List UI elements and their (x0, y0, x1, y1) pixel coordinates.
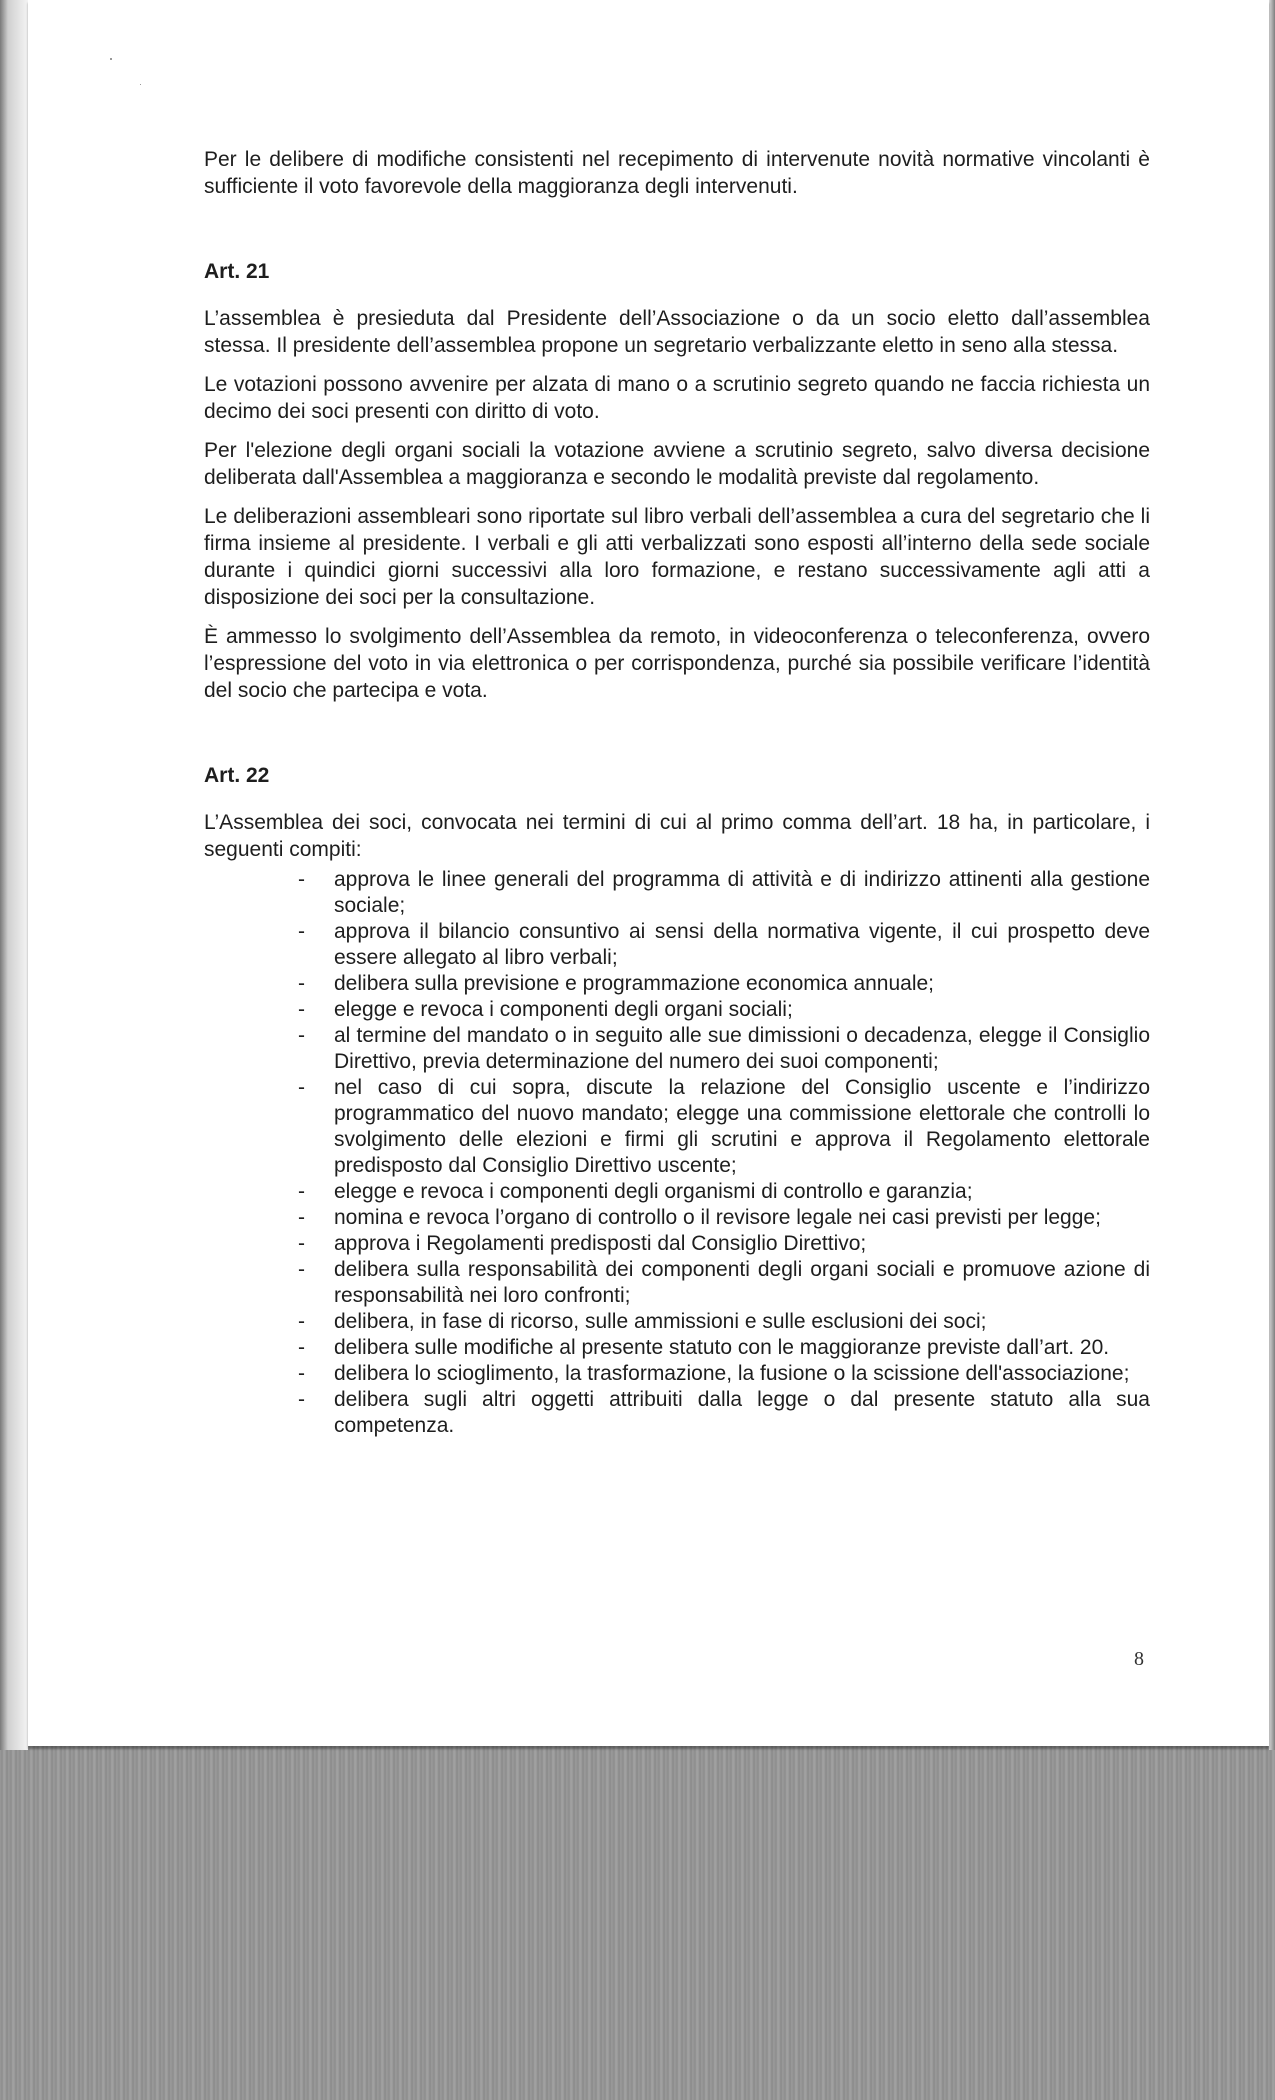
list-item (298, 1309, 1150, 1335)
dash-bullet: - (298, 1232, 305, 1255)
list-item-text: nel caso di cui sopra, discute la relazione del Consiglio uscente e l’indirizzo programmatico del nuovo mandato; elegge una commissione elettorale che controlli lo svolgimento delle elezioni e firmi gli scrutini e approva il Regolamento elettorale predisposto dal Consiglio Direttivo uscente; (334, 1076, 1150, 1177)
dash-bullet: - (298, 972, 305, 995)
article-21-paragraph: È ammesso lo svolgimento dell’Assemblea da remoto, in videoconferenza o teleconferenza, ovvero l’espressione del voto in via elettronica o per corrispondenza, purché sia possibile verificare l’identità del socio che partecipa e vota. (204, 625, 1150, 702)
list-item-text: elegge e revoca i componenti degli organi sociali; (334, 998, 793, 1021)
list-item (298, 1335, 1150, 1361)
list-item-text: delibera sulla responsabilità dei componenti degli organi sociali e promuove azione di responsabilità nei loro confronti; (334, 1258, 1150, 1307)
dash-bullet: - (298, 1336, 305, 1359)
article-21-paragraph: Per l'elezione degli organi sociali la votazione avviene a scrutinio segreto, salvo diversa decisione deliberata dall'Assemblea a maggioranza e secondo le modalità previste dal regolamento. (204, 439, 1150, 489)
list-item (298, 997, 1150, 1023)
list-item-text: approva le linee generali del programma di attività e di indirizzo attinenti alla gestione sociale; (334, 868, 1150, 917)
scan-shadow-right (1269, 0, 1275, 1750)
list-item-text: delibera lo scioglimento, la trasformazione, la fusione o la scissione dell'associazione; (334, 1362, 1130, 1385)
dash-bullet: - (298, 1180, 305, 1203)
list-item (298, 1075, 1150, 1179)
list-item (298, 971, 1150, 997)
dash-bullet: - (298, 1310, 305, 1333)
dash-bullet: - (298, 1388, 305, 1411)
article-21 (204, 258, 1150, 704)
article-21-paragraph: Le votazioni possono avvenire per alzata di mano o a scrutinio segreto quando ne faccia richiesta un decimo dei soci presenti con diritto di voto. (204, 373, 1150, 423)
section-spacer (204, 200, 1150, 258)
list-item-text: delibera sulle modifiche al presente statuto con le maggioranze previste dall’art. 20. (334, 1336, 1110, 1359)
list-item (298, 1205, 1150, 1231)
list-item-text: elegge e revoca i componenti degli organismi di controllo e garanzia; (334, 1180, 973, 1203)
list-item (298, 1023, 1150, 1075)
list-item-text: approva i Regolamenti predisposti dal Consiglio Direttivo; (334, 1232, 867, 1255)
list-item (298, 1179, 1150, 1205)
list-item-text: delibera sulla previsione e programmazione economica annuale; (334, 972, 935, 995)
section-spacer (204, 704, 1150, 762)
list-item-text: approva il bilancio consuntivo ai sensi della normativa vigente, il cui prospetto deve essere allegato al libro verbali; (334, 920, 1150, 969)
article-22 (204, 762, 1150, 1439)
list-item (298, 919, 1150, 971)
intro-paragraph: Per le delibere di modifiche consistenti nel recepimento di intervenute novità normative vincolanti è sufficiente il voto favorevole della maggioranza degli intervenuti. (204, 148, 1150, 198)
article-21-paragraph: L’assemblea è presieduta dal Presidente dell’Associazione o da un socio eletto dall’assemblea stessa. Il presidente dell’assemblea propone un segretario verbalizzante eletto in seno alla stessa. (204, 307, 1150, 357)
dash-bullet: - (298, 1258, 305, 1281)
list-item (298, 1231, 1150, 1257)
dash-bullet: - (298, 868, 305, 891)
scan-speck (110, 58, 112, 60)
dash-bullet: - (298, 998, 305, 1021)
scan-shadow-left (0, 0, 28, 1750)
list-item-text: al termine del mandato o in seguito alle sue dimissioni o decadenza, elegge il Consiglio Direttivo, previa determinazione del numero dei suoi componenti; (334, 1024, 1150, 1073)
list-item-text: delibera, in fase di ricorso, sulle ammissioni e sulle esclusioni dei soci; (334, 1310, 987, 1333)
list-item (298, 1361, 1150, 1387)
dash-bullet: - (298, 1362, 305, 1385)
document-content (204, 146, 1150, 1439)
list-item-text: nomina e revoca l’organo di controllo o il revisore legale nei casi previsti per legge; (334, 1206, 1101, 1229)
list-item-text: delibera sugli altri oggetti attribuiti dalla legge o dal presente statuto alla sua competenza. (334, 1388, 1150, 1437)
document-page (28, 0, 1269, 1746)
list-item (298, 1387, 1150, 1439)
page-number: 8 (1134, 1648, 1144, 1670)
dash-bullet: - (298, 1076, 305, 1099)
dash-bullet: - (298, 1206, 305, 1229)
article-21-paragraph: Le deliberazioni assembleari sono riportate sul libro verbali dell’assemblea a cura del segretario che li firma insieme al presidente. I verbali e gli atti verbalizzati sono esposti all’interno della sede sociale durante i quindici giorni successivi alla loro formazione, e restano successivamente agli atti a disposizione dei soci per la consultazione. (204, 505, 1150, 609)
article-22-intro: L’Assemblea dei soci, convocata nei termini di cui al primo comma dell’art. 18 ha, in particolare, i seguenti compiti: (204, 811, 1150, 861)
dash-bullet: - (298, 920, 305, 943)
scan-speck (140, 84, 141, 85)
list-item (298, 867, 1150, 919)
dash-bullet: - (298, 1024, 305, 1047)
article-22-heading: Art. 22 (204, 764, 270, 787)
list-item (298, 1257, 1150, 1309)
assembly-duties-list (204, 867, 1150, 1439)
article-21-heading: Art. 21 (204, 260, 270, 283)
